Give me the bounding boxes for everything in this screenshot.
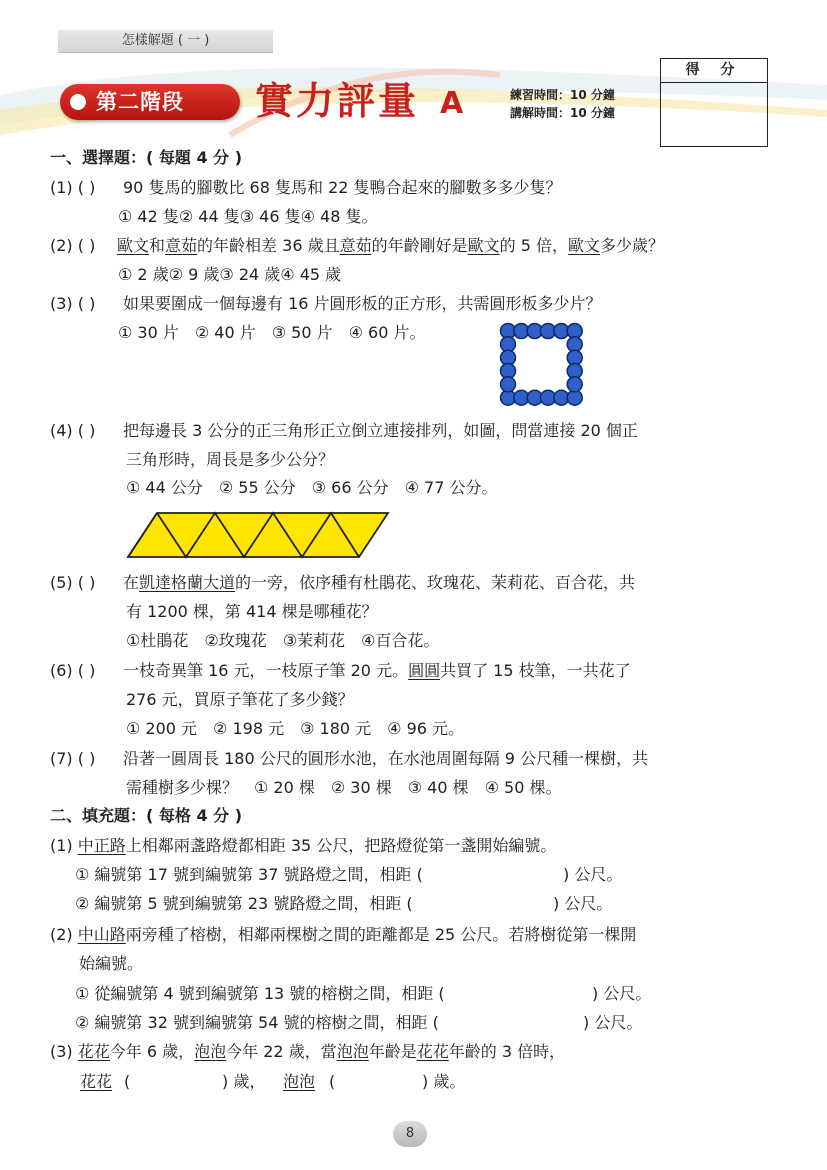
name-paopao: 泡泡 <box>283 1072 316 1091</box>
q2-number: (2) ( ) <box>50 236 96 255</box>
f3-text-part: 今年 6 歲， <box>109 1042 195 1061</box>
f3-number: (3) <box>50 1042 73 1061</box>
name-paopao: 泡泡 <box>194 1042 227 1061</box>
q2-text-part: 的年齡相差 36 歲且 <box>197 236 340 255</box>
q2-text-part: 和 <box>149 236 166 255</box>
q6-number: (6) ( ) <box>50 661 96 680</box>
q7-line1: 沿著一圓周長 180 公尺的圓形水池，在水池周圍每隔 9 公尺種一棵樹，共 <box>123 749 649 768</box>
f2-line2: 始編號。 <box>79 954 144 973</box>
q1-options: ① 42 隻② 44 隻③ 46 隻④ 48 隻。 <box>118 207 378 226</box>
chapter-label: 怎樣解題 ( 一 ) <box>121 33 210 48</box>
q6-text-part: 一枝奇異筆 16 元，一枝原子筆 20 元。 <box>123 661 409 680</box>
page-title-suffix: A <box>440 86 464 121</box>
explain-time: 講解時間：10 分鐘 <box>510 106 615 120</box>
name-huahua: 花花 <box>77 1042 110 1061</box>
q5-line2: 有 1200 棵，第 414 棵是哪種花？ <box>126 602 378 621</box>
f3-line <box>50 1042 565 1062</box>
circle-square-figure <box>498 321 586 409</box>
q6-text-part: 共買了 15 枝筆，一共花了 <box>440 661 631 680</box>
q2-text-part: 的年齡剛好是 <box>371 236 468 255</box>
f1-sub1-end: ) 公尺。 <box>563 865 623 884</box>
name-huahua: 花花 <box>80 1072 113 1091</box>
q2-options: ① 2 歲② 9 歲③ 24 歲④ 45 歲 <box>118 265 342 284</box>
q4-line2: 三角形時，周長是多少公分？ <box>126 450 335 469</box>
f2-number: (2) <box>50 925 73 944</box>
q2-text-part: 的 5 倍， <box>499 236 568 255</box>
f1-line <box>50 836 556 856</box>
page-number-badge <box>393 1121 427 1147</box>
f3-blank2-close: ) 歲。 <box>422 1072 466 1091</box>
f1-sub1: ① 編號第 17 號到編號第 37 號路燈之間，相距 ( <box>75 865 423 884</box>
stage-label: 第二階段 <box>96 90 184 114</box>
q3-options: ① 30 片 ② 40 片 ③ 50 片 ④ 60 片。 <box>118 323 426 342</box>
road-zhongzheng: 中正路 <box>77 836 126 855</box>
q5-line1 <box>123 573 635 593</box>
page-number: 8 <box>405 1126 415 1141</box>
q1-text: 90 隻馬的腳數比 68 隻馬和 22 隻鴨合起來的腳數多多少隻？ <box>123 178 562 197</box>
f3-text-part: 年齡的 3 倍時， <box>448 1042 566 1061</box>
name-yiru: 意茹 <box>165 236 198 255</box>
f1-sub2-end: ) 公尺。 <box>553 894 613 913</box>
q4-number: (4) ( ) <box>50 421 96 440</box>
name-paopao: 泡泡 <box>336 1042 369 1061</box>
road-zhongshan: 中山路 <box>77 925 126 944</box>
f3-blank-open: ( <box>124 1072 131 1091</box>
name-yuanyuan: 圓圓 <box>408 661 441 680</box>
section1-heading: 一、選擇題：( 每題 4 分 ) <box>50 148 243 167</box>
q6-line1 <box>123 661 631 681</box>
page-title: 實力評量 <box>255 79 420 123</box>
f2-sub1-end: ) 公尺。 <box>592 984 652 1003</box>
q6-options: ① 200 元 ② 198 元 ③ 180 元 ④ 96 元。 <box>126 719 465 738</box>
f2-text: 兩旁種了榕樹，相鄰兩棵樹之間的距離都是 25 公尺。若將樹從第一棵開 <box>125 925 637 944</box>
q5-options: ①杜鵑花 ②玫瑰花 ③茉莉花 ④百合花。 <box>126 631 440 650</box>
q2-text-part: 多少歲？ <box>600 236 665 255</box>
score-header <box>660 58 768 83</box>
f3-text-part: 今年 22 歲，當 <box>226 1042 337 1061</box>
name-yiru: 意茹 <box>339 236 372 255</box>
q7-line2: 需種樹多少棵？ ① 20 棵 ② 30 棵 ③ 40 棵 ④ 50 棵。 <box>126 778 562 797</box>
name-ouwen: 歐文 <box>117 236 150 255</box>
bullet-icon <box>70 94 86 110</box>
q3-text: 如果要圍成一個每邊有 16 片圓形板的正方形，共需圓形板多少片？ <box>123 294 602 313</box>
name-huahua: 花花 <box>416 1042 449 1061</box>
triangle-strip-figure <box>126 510 390 560</box>
f2-sub1: ① 從編號第 4 號到編號第 13 號的榕樹之間，相距 ( <box>75 984 445 1003</box>
q2-text <box>117 236 664 256</box>
q3-number: (3) ( ) <box>50 294 96 313</box>
f1-number: (1) <box>50 836 73 855</box>
q4-options: ① 44 公分 ② 55 公分 ③ 66 公分 ④ 77 公分。 <box>126 478 498 497</box>
score-label: 得 分 <box>685 62 743 78</box>
f3-text-part: 年齡是 <box>368 1042 417 1061</box>
f3-blank-close: ) 歲， <box>222 1072 266 1091</box>
f3-blank2-open: ( <box>329 1072 336 1091</box>
chapter-band <box>58 30 273 53</box>
f2-sub2: ② 編號第 32 號到編號第 54 號的榕樹之間，相距 ( <box>75 1013 439 1032</box>
q5-number: (5) ( ) <box>50 573 96 592</box>
q6-line2: 276 元，買原子筆花了多少錢？ <box>126 690 354 709</box>
q5-text-part: 在 <box>123 573 140 592</box>
name-ouwen: 歐文 <box>467 236 500 255</box>
f1-text: 上相鄰兩盞路燈都相距 35 公尺，把路燈從第一盞開始編號。 <box>125 836 557 855</box>
place-ketagalan-blvd: 凱達格蘭大道 <box>139 573 236 592</box>
f2-line <box>50 925 636 945</box>
f1-sub2: ② 編號第 5 號到編號第 23 號路燈之間，相距 ( <box>75 894 413 913</box>
practice-time: 練習時間：10 分鐘 <box>510 88 615 102</box>
q7-number: (7) ( ) <box>50 749 96 768</box>
section2-heading: 二、填充題：( 每格 4 分 ) <box>50 806 243 825</box>
f2-sub2-end: ) 公尺。 <box>583 1013 643 1032</box>
name-ouwen: 歐文 <box>568 236 601 255</box>
q4-line1: 把每邊長 3 公分的正三角形正立倒立連接排列，如圖，問當連接 20 個正 <box>123 421 638 440</box>
q1-number: (1) ( ) <box>50 178 96 197</box>
q5-text-part: 的一旁，依序種有杜鵑花、玫瑰花、茉莉花、百合花，共 <box>235 573 636 592</box>
